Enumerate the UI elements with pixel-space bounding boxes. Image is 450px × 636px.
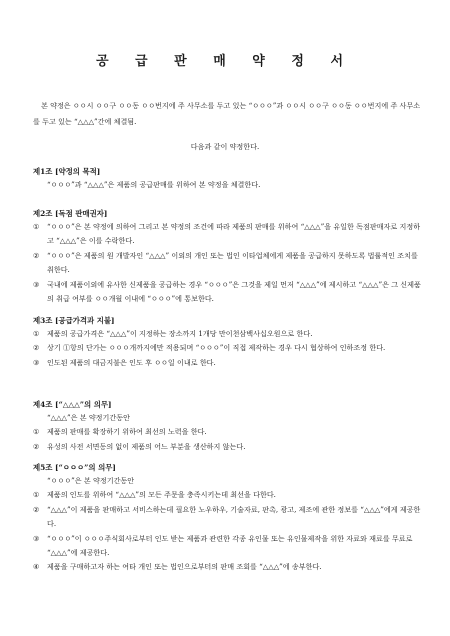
article-5-intro: “ㅇㅇㅇ”은 본 약정기간동안 — [47, 476, 135, 485]
intro-paragraph — [33, 98, 423, 129]
article-5-item-1 — [33, 488, 423, 502]
item-text: “ㅇㅇㅇ”은 제품의 원 개발자인 “△△△” 이외의 개인 또는 법인 이타업체에게 제품을 공급하지 못하도록 법률적인 조치를 취한다. — [47, 250, 418, 275]
item-text: 유성의 사전 서면동의 없이 제품의 어느 부분을 생산하지 않는다. — [47, 441, 246, 451]
item-number: ① — [33, 427, 40, 437]
article-1-heading: 제1조 [약정의 목적] — [33, 167, 101, 176]
item-text: 제품을 구매하고자 하는 여타 개인 또는 법인으로부터의 판매 조회를 “△△△”에 송부한다. — [47, 562, 322, 572]
article-1 — [33, 166, 423, 192]
item-number: ② — [33, 441, 40, 451]
item-number: ① — [33, 329, 40, 338]
article-5-heading: 제5조 [“ㅇㅇㅇ”의 의무] — [33, 463, 116, 472]
article-5 — [33, 462, 423, 575]
item-text: 상기 ①항의 단가는 ㅇㅇㅇ개까지에만 적용되며 “ㅇㅇㅇ”이 직접 제작하는 경우 다시 협상하여 인하조정 한다. — [47, 343, 386, 353]
article-3-heading: 제3조 [공급가격과 지불] — [33, 316, 115, 325]
item-number: ③ — [33, 279, 40, 289]
item-text: “△△△”이 제품을 판매하고 서비스하는데 필요한 노우하우, 기술자료, 판촉, 광고, 제조에 관한 정보를 “△△△”에게 제공한다. — [47, 504, 421, 529]
item-number: ③ — [33, 357, 40, 367]
item-text: “ㅇㅇㅇ”이 ㅇㅇㅇ주식회사로부터 인도 받는 제품과 관련한 각종 유인물 또는 유인물제작을 위한 자료와 재료를 무료로 “△△△”에 제공한다. — [47, 533, 413, 558]
article-3 — [33, 315, 423, 370]
article-4-item-2 — [33, 440, 423, 454]
item-text: 제품의 판매를 확장하기 위하여 최선의 노력을 한다. — [47, 427, 207, 437]
intro-text: 본 약정은 ㅇㅇ시 ㅇㅇ구 ㅇㅇ동 ㅇㅇ번지에 주 사무소를 두고 있는 “ㅇㅇㅇ”과 ㅇㅇ시 ㅇㅇ구 ㅇㅇ동 ㅇㅇ번지에 주 사무소를 두고 있는 “△△△”간에 체결됨. — [33, 101, 421, 126]
article-4-item-1 — [33, 425, 423, 439]
article-2-heading: 제2조 [독점 판매권자] — [33, 209, 108, 218]
article-5-item-3 — [33, 532, 423, 561]
item-number: ④ — [33, 562, 40, 572]
article-2-item-3 — [33, 278, 423, 307]
item-number: ② — [33, 250, 40, 260]
item-number: ① — [33, 222, 40, 231]
article-3-item-3 — [33, 356, 423, 370]
item-text: 국내에 제품이외에 유사한 신제품을 공급하는 경우 “ㅇㅇㅇ”은 그것을 제일 먼저 “△△△”에 제시하고 “△△△”은 그 신제품의 취급 여부를 ㅇㅇ개월 이내에 “ㅇㅇㅇ”에 통보한다. — [47, 279, 421, 304]
item-number: ② — [33, 343, 40, 353]
subtitle: 다음과 같이 약정한다. — [190, 142, 260, 151]
article-4-heading: 제4조 [“△△△”의 의무] — [33, 400, 112, 409]
item-text: “ㅇㅇㅇ”은 본 약정에 의하여 그리고 본 약정의 조건에 따라 제품의 판매를 위하여 “△△△”을 유일한 독점판매자로 지정하고 “△△△”은 이를 수락한다. — [47, 222, 421, 246]
article-5-item-2 — [33, 503, 423, 532]
article-5-item-4 — [33, 560, 423, 574]
article-4-intro: “△△△”은 본 약정기간동안 — [47, 413, 130, 422]
item-text: 인도된 제품의 대금지불은 인도 후 ㅇㅇ일 이내로 한다. — [47, 357, 216, 367]
item-text: 제품의 공급가격은 “△△△”이 지정하는 장소까지 1개당 만이천삼백사십오원으로 한다. — [47, 329, 313, 338]
item-number: ① — [33, 490, 40, 500]
article-4 — [33, 399, 423, 454]
article-2 — [33, 208, 423, 306]
article-3-item-1 — [33, 327, 423, 341]
article-3-item-2 — [33, 341, 423, 355]
article-1-line: “ㅇㅇㅇ”과 “△△△”은 제품의 공급판매를 위하여 본 약정을 체결한다. — [47, 180, 261, 189]
item-number: ② — [33, 504, 40, 514]
article-2-item-1 — [33, 220, 423, 249]
item-text: 제품의 인도를 위하여 “△△△”의 모든 주문을 충족시키는데 최선을 다한다. — [47, 490, 276, 500]
item-number: ③ — [33, 533, 40, 543]
article-2-item-2 — [33, 249, 423, 278]
document-title: 공 급 판 매 약 정 서 — [95, 54, 355, 69]
